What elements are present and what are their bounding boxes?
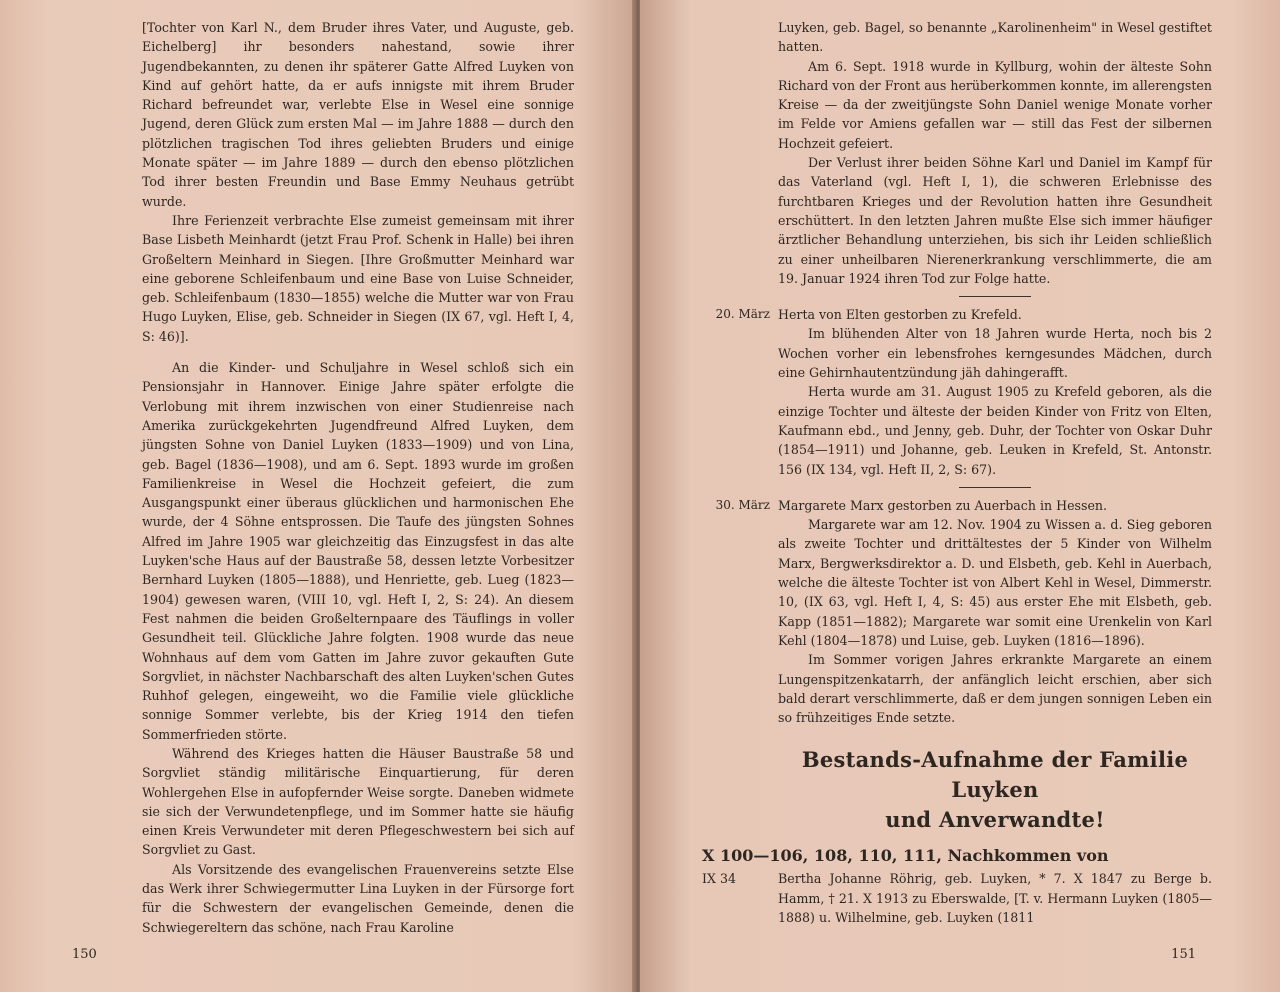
paragraph: Im Sommer vorigen Jahres erkrankte Margarete an einem Lungenspitzenkatarrh, der anfänglich leicht erschien, aber sich bald derart verschlimmerte, daß er dem jungen sonnigen Leben ein so frühzeitiges Ende setzte. xyxy=(778,652,1212,726)
paragraph: Ihre Ferienzeit verbrachte Else zumeist gemeinsam mit ihrer Base Lisbeth Meinhardt (jetzt Frau Prof. Schenk in Halle) bei ihren Großeltern Meinhard in Siegen. [Ihre Großmutter Meinhard war eine geborene Schleifenbaum und eine Base von Luise Schneider, geb. Schleifenbaum (1830—1855) welche die Mutter war von Frau Hugo Luyken, Elise, geb. Schneider in Siegen (IX 67, vgl. Heft I, 4, S: 46)]. xyxy=(142,212,574,344)
entry-date: 30. März xyxy=(715,497,770,512)
page-number-right: 151 xyxy=(1171,947,1196,962)
left-page xyxy=(0,0,636,992)
paragraph: Am 6. Sept. 1918 wurde in Kyllburg, wohin der älteste Sohn Richard von der Front aus herüberkommen konnte, im allerengsten Kreise — da der zweitjüngste Sohn Daniel wenige Monate vorher im Felde vor Amiens gefallen war — still das Fest der silbernen Hochzeit gefeiert. xyxy=(778,58,1212,151)
section-heading-line-1: Bestands-Aufnahme der Familie Luyken xyxy=(801,747,1189,803)
paragraph: Während des Krieges hatten die Häuser Baustraße 58 und Sorgvliet ständig militärische Einquartierung, für deren Wohlergehen Else in aufopfernder Weise sorgte. Daneben widmete sie sich der Verwundetenpflege, und im Sommer hatte sie häufig einen Kreis Verwundeter mit deren Pflegeschwestern bei sich auf Sorgvliet zu Gast. xyxy=(142,745,574,858)
obituary-entry xyxy=(715,496,1212,728)
paragraph: Luyken, geb. Bagel, so benannte „Karolinenheim" in Wesel gestiftet hatten. xyxy=(778,20,1212,55)
entry-heading: Herta von Elten gestorben zu Krefeld. xyxy=(778,307,1022,323)
separator-rule xyxy=(959,487,1031,488)
paragraph: [Tochter von Karl N., dem Bruder ihres Vater, und Auguste, geb. Eichelberg] ihr besonders nahestand, sowie ihrer Jugendbekannten, zu denen ihr späterer Gatte Alfred Luyken von Kind auf gehört hatte, da er aufs innigste mit ihrem Bruder Richard befreundet war, verlebte Else in Wesel eine sonnige Jugend, deren Glück zum ersten Mal — im Jahre 1888 — durch den plötzlichen tragischen Tod ihres geliebten Bruders und einige Monate später — im Jahre 1889 — durch den ebenso plötzlichen Tod ihrer besten Freundin und Base Emmy Neuhaus getrübt wurde. xyxy=(142,20,574,209)
obituary-entry xyxy=(715,305,1212,479)
right-page xyxy=(640,0,1280,992)
paragraph: Herta wurde am 31. August 1905 zu Krefeld geboren, als die einzige Tochter und älteste der beiden Kinder von Fritz von Elten, Kaufmann ebd., und Jenny, geb. Duhr, der Tochter von Oskar Duhr (1854—1911) und Johanne, geb. Leuken in Krefeld, St. Antonstr. 156 (IX 134, vgl. Heft II, 2, S: 67). xyxy=(778,384,1212,477)
genealogy-entry xyxy=(702,869,1212,927)
separator-rule xyxy=(959,296,1031,297)
paragraph: Der Verlust ihrer beiden Söhne Karl und Daniel im Kampf für das Vaterland (vgl. Heft I, 1), die schweren Erlebnisse des furchtbaren Krieges und der Revolution hatten ihre Gesundheit erschüttert. In den letzten Jahren mußte Else sich immer häufiger ärztlicher Behandlung unterziehen, bis sich ihr Leiden schließlich zu einer unheilbaren Nierenerkrankung verschlimmerte, die am 19. Januar 1924 ihren Tod zur Folge hatte. xyxy=(778,155,1212,286)
paragraph: Als Vorsitzende des evangelischen Frauenvereins setzte Else das Werk ihrer Schwiegermutter Lina Luyken in der Fürsorge fort für die Schwestern der evangelischen Gemeinde, denen die Schwiegereltern das schöne, nach Frau Karoline xyxy=(142,861,574,935)
section-heading-line-2: und Anverwandte! xyxy=(885,807,1105,833)
paragraph: Bertha Johanne Röhrig, geb. Luyken, * 7. X 1847 zu Berge b. Hamm, † 21. X 1913 zu Eberswalde, [T. v. Hermann Luyken (1805—1888) u. Wilhelmine, geb. Luyken (1811 xyxy=(778,871,1212,925)
entry-date: 20. März xyxy=(715,307,770,322)
page-number-left: 150 xyxy=(72,947,97,962)
paragraph: Im blühenden Alter von 18 Jahren wurde Herta, noch bis 2 Wochen vorher ein lebensfrohes kerngesundes Mädchen, durch eine Gehirnhautentzündung jäh dahingerafft. xyxy=(778,326,1212,381)
entry-heading: Margarete Marx gestorben zu Auerbach in Hessen. xyxy=(778,497,1108,513)
entry-reference: IX 34 xyxy=(702,871,736,887)
paragraph: Margarete war am 12. Nov. 1904 zu Wissen a. d. Sieg geboren als zweite Tochter und drittältestes der 5 Kinder von Wilhelm Marx, Bergwerksdirektor a. D. und Elsbeth, geb. Kehl in Auerbach, welche die älteste Tochter ist von Albert Kehl in Wesel, Dimmerstr. 10, (IX 63, vgl. Heft I, 4, S: 45) aus erster Ehe mit Elsbeth, geb. Kapp (1851—1882); Margarete war somit eine Urenkelin von Karl Kehl (1804—1878) und Luise, geb. Luyken (1816—1896). xyxy=(778,517,1212,648)
sub-heading: X 100—106, 108, 110, 111, Nachkommen von xyxy=(702,846,1109,866)
left-text-column xyxy=(142,18,574,937)
section-heading xyxy=(778,745,1212,835)
right-text-column xyxy=(702,18,1212,927)
paragraph: An die Kinder- und Schuljahre in Wesel schloß sich ein Pensionsjahr in Hannover. Einige Jahre später erfolgte die Verlobung mit ihrem inzwischen von einer Studienreise nach Amerika zurückgekehrten Jugendfreund Alfred Luyken, dem jüngsten Sohne von Daniel Luyken (1833—1909) und von Lina, geb. Bagel (1836—1908), und am 6. Sept. 1893 wurde im großen Familienkreise in Wesel die Hochzeit gefeiert, die zum Ausgangspunkt einer überaus glücklichen und harmonischen Ehe wurde, der 4 Söhne entsprossen. Die Taufe des jüngsten Sohnes Alfred im Jahre 1905 war gleichzeitig das Einzugsfest in das alte Luyken'sche Haus auf der Baustraße 58, dessen letzte Vorbesitzer Bernhard Luyken (1805—1888), und Henriette, geb. Lueg (1823—1904) gewesen waren, (VIII 10, vgl. Heft I, 2, S: 24). An diesem Fest nahmen die beiden Großelternpaare des Täuflings in voller Gesundheit teil. Glückliche Jahre folgten. 1908 wurde das neue Wohnhaus auf dem vom Gatten im Jahre zuvor gekauften Gute Sorgvliet, in nächster Nachbarschaft des alten Luyken'schen Gutes Ruhhof gelegen, eingeweiht, wo die Familie viele glückliche sonnige Sommer verlebte, bis der Krieg 1914 den tiefen Sommerfrieden störte. xyxy=(142,360,574,742)
